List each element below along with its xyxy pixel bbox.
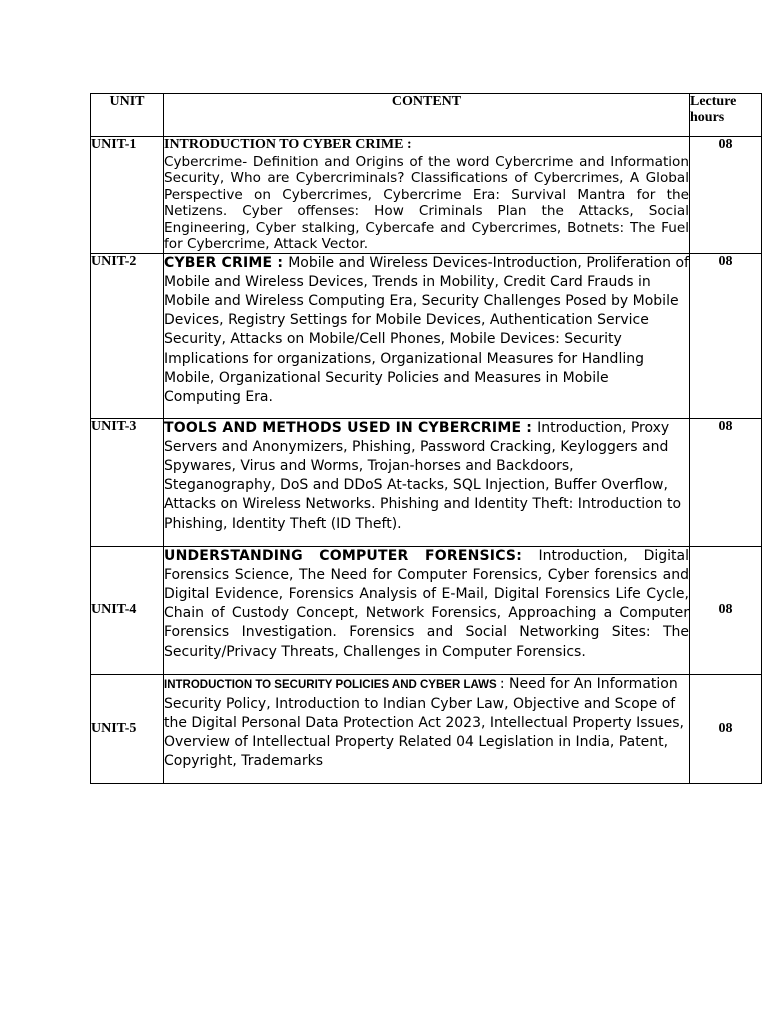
unit-title: INTRODUCTION TO CYBER CRIME :: [164, 137, 412, 152]
unit-description: Mobile and Wireless Devices-Introduction, Proliferation of Mobile and Wireless Devices, Trends in Mobility, Credit Card Frauds in Mobile and Wireless Computing Era, Security Challenges Posed by Mobile Devices, Registry Settings for Mobile Devices, Authentication Service Security, Attacks on Mobile/Cell Phones, Mobile Devices: Security Implications for organizations, Organizational Measures for Handling Mobile, Organizational Security Policies and Measures in Mobile Computing Era.: [164, 254, 689, 405]
unit-content: [164, 546, 690, 674]
header-lecture-hours: [690, 94, 762, 137]
unit-label: UNIT-5: [91, 674, 164, 783]
syllabus-table: [90, 93, 762, 784]
table-row: [91, 674, 762, 783]
table-row: [91, 418, 762, 546]
lecture-hours: 08: [690, 418, 762, 546]
unit-content: [164, 418, 690, 546]
unit-description: Introduction, Proxy Servers and Anonymizers, Phishing, Password Cracking, Keyloggers and Spywares, Virus and Worms, Trojan-horses and Backdoors, Steganography, DoS and DDoS At-tacks, SQL Injection, Buffer Overflow, Attacks on Wireless Networks. Phishing and Identity Theft: Introduction to Phishing, Identity Theft (ID Theft).: [164, 419, 682, 532]
unit-content: [164, 253, 690, 418]
table-row: [91, 253, 762, 418]
unit-title: CYBER CRIME :: [164, 254, 289, 271]
header-content: CONTENT: [164, 94, 690, 137]
lecture-hours: 08: [690, 674, 762, 783]
header-hours-line2: hours: [690, 110, 725, 125]
lecture-hours: 08: [690, 253, 762, 418]
unit-content: [164, 674, 690, 783]
unit-label: UNIT-4: [91, 546, 164, 674]
unit-content: [164, 137, 690, 254]
table-header-row: [91, 94, 762, 137]
unit-label: UNIT-3: [91, 418, 164, 546]
table-row: [91, 137, 762, 254]
unit-description: Cybercrime- Definition and Origins of the word Cybercrime and Information Security, Who are Cybercriminals? Classifications of Cybercrimes, A Global Perspective on Cybercrimes, Cybercrime Era: Survival Mantra for the Netizens. Cyber offenses: How Criminals Plan the Attacks, Social Engineering, Cyber stalking, Cybercafe and Cybercrimes, Botnets: The Fuel for Cybercrime, Attack Vector.: [164, 153, 689, 252]
lecture-hours: 08: [690, 137, 762, 254]
unit-title: INTRODUCTION TO SECURITY POLICIES AND CYBER LAWS: [164, 678, 500, 691]
unit-label: UNIT-1: [91, 137, 164, 254]
unit-title: TOOLS AND METHODS USED IN CYBERCRIME :: [164, 419, 538, 436]
unit-title: UNDERSTANDING COMPUTER FORENSICS:: [164, 547, 539, 564]
table-row: [91, 546, 762, 674]
lecture-hours: 08: [690, 546, 762, 674]
unit-description: : Need for An Information Security Policy, Introduction to Indian Cyber Law, Objective and Scope of the Digital Personal Data Protection Act 2023, Intellectual Property Issues, Overview of Intellectual Property Related 04 Legislation in India, Patent, Copyright, Trademarks: [164, 675, 685, 770]
unit-description: Introduction, Digital Forensics Science, The Need for Computer Forensics, Cyber forensics and Digital Evidence, Forensics Analysis of E-Mail, Digital Forensics Life Cycle, Chain of Custody Concept, Network Forensics, Approaching a Computer Forensics Investigation. Forensics and Social Networking Sites: The Security/Privacy Threats, Challenges in Computer Forensics.: [164, 547, 689, 660]
header-hours-line1: Lecture: [690, 94, 737, 109]
header-unit: UNIT: [91, 94, 164, 137]
unit-label: UNIT-2: [91, 253, 164, 418]
